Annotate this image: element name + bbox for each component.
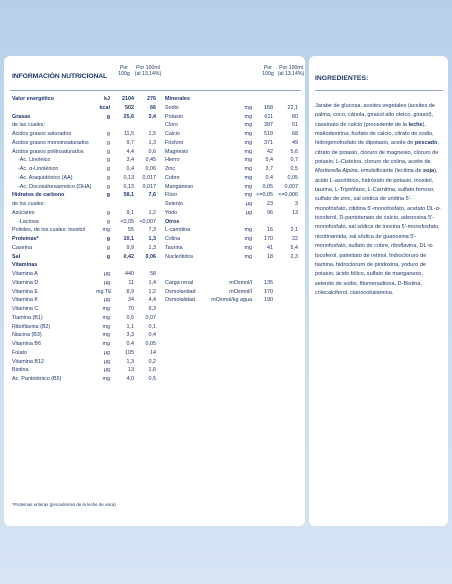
nutrient-unit: g (106, 113, 110, 120)
nutrient-unit: mg (102, 227, 110, 234)
nutrient-row (10, 226, 155, 235)
value-per-100g: 3,4 (126, 157, 134, 164)
value-per-100g: 58,1 (123, 192, 134, 199)
nutrient-unit: g (107, 244, 110, 251)
nutrient-unit: mg (244, 157, 252, 164)
nutrient-row (159, 200, 301, 209)
value-per-100g: 0,4 (126, 341, 134, 347)
protein-footnote: *Proteínas enteras (procedentes de la leche de vaca) (12, 502, 116, 507)
value-per-100g: 0,4 (126, 166, 134, 172)
value-per-100g: 11,5 (123, 131, 134, 137)
nutrient-name: Ac. Pantoténico (B5) (12, 376, 62, 382)
nutrient-unit: mg (244, 253, 252, 260)
value-per-100g: 135 (263, 279, 273, 286)
nutrient-unit: mg (244, 174, 252, 181)
nutrient-row (10, 104, 155, 113)
nutrient-name: Cloro (164, 122, 178, 129)
nutrient-unit: mg TE (96, 288, 112, 295)
nutrient-unit: mg (244, 166, 252, 172)
nutrient-row (159, 226, 301, 235)
nutrient-row (159, 95, 301, 104)
nutrient-row (10, 200, 155, 209)
nutrient-unit: g (107, 166, 110, 172)
nutrient-name: Grasas (12, 113, 31, 120)
value-per-100g: 55 (128, 227, 134, 234)
nutrition-header (10, 62, 305, 91)
value-per-100ml: 1,3 (148, 244, 156, 251)
value-per-100ml: 0,017 (142, 174, 156, 181)
value-per-100g: 0,42 (123, 253, 134, 260)
value-per-100ml: <0,007 (139, 218, 156, 225)
value-per-100g: 1,1 (126, 323, 134, 330)
nutrient-name: Vitaminas (12, 262, 38, 269)
value-per-100ml: 0,45 (145, 157, 156, 164)
ingredient-text-segment: , emulsificante (lecitina de (357, 168, 424, 175)
nutrient-column-right (159, 95, 301, 384)
nutrient-unit: kJ (104, 96, 110, 102)
nutrient-row (159, 104, 301, 113)
nutrient-row (10, 366, 155, 375)
value-per-100g: 11 (128, 279, 134, 286)
value-per-100ml: 2,1 (290, 227, 298, 234)
nutrient-row (10, 95, 155, 104)
value-per-100g: 519 (263, 131, 273, 137)
value-per-100g: 41 (266, 244, 273, 251)
allergen-highlight: pescado (414, 140, 438, 147)
nutrient-name: -Ac. Docosahexaenoico (DHA) (18, 183, 92, 190)
value-per-100g: 105 (125, 349, 134, 356)
nutrient-unit: g (107, 183, 110, 190)
ingredient-text-segment: Jarabe de glucosa, aceites vegetales (aceites de palma, coco, cánola, girasol alto oleico, girasol), caseinato de calcio (procedente de la (315, 103, 435, 128)
nutrient-row (10, 191, 155, 200)
value-per-100g: 2104 (122, 96, 134, 102)
nutrient-name: Ácidos grasos saturados (12, 131, 72, 137)
allergen-highlight: soja (423, 168, 435, 175)
value-per-100ml: 0,7 (290, 157, 298, 164)
header-line: Por (263, 65, 273, 71)
nutrient-row (10, 375, 155, 384)
nutrient-row (159, 288, 301, 297)
nutrient-row (10, 174, 155, 183)
nutrient-name: Vitamina B12 (12, 358, 44, 365)
nutrient-name: Caseína (12, 244, 33, 251)
nutrient-row (159, 244, 301, 253)
value-per-100ml: 1,2 (148, 209, 156, 216)
nutrient-unit: mg (244, 244, 252, 251)
nutrition-title: INFORMACIÓN NUTRICIONAL (12, 73, 108, 80)
value-per-100ml: <=0,006 (278, 192, 298, 199)
nutrient-row (159, 156, 301, 165)
value-per-100ml: 0,07 (145, 314, 156, 321)
value-per-100ml: 0,4 (148, 332, 156, 339)
nutrient-unit: µg (103, 279, 110, 286)
nutrient-unit: mOsmol/l (229, 288, 252, 295)
value-per-100g: 371 (263, 139, 273, 146)
nutrient-row (159, 296, 301, 305)
nutrient-unit: mg (102, 376, 110, 382)
nutrient-name: Fósforo (164, 139, 184, 146)
value-per-100g: 4,0 (126, 376, 134, 382)
nutrient-name: Minerales (164, 96, 190, 102)
nutrient-row (10, 235, 155, 244)
col-per-100ml-header-left (133, 65, 163, 77)
col-per-100g-header-left (113, 65, 135, 77)
nutrient-name: Magnesio (164, 148, 189, 155)
nutrient-unit: g (107, 218, 110, 225)
nutrient-row (10, 340, 155, 349)
nutrient-name: Polioles, de los cuales: inositol (12, 227, 86, 234)
nutrient-name: -Ac. Linoleico (18, 157, 51, 164)
value-per-100g: 190 (263, 297, 273, 304)
nutrient-unit: mg (102, 341, 110, 347)
value-per-100ml: 4,4 (148, 297, 156, 304)
nutrient-unit: µg (103, 349, 110, 356)
value-per-100ml: 0,1 (148, 323, 156, 330)
value-per-100ml: 58 (150, 271, 156, 277)
nutrient-name: Yodo (164, 209, 178, 216)
value-per-100ml: 22,1 (287, 104, 298, 111)
value-per-100ml: 1,6 (148, 367, 156, 374)
allergen-highlight: leche (408, 121, 423, 128)
nutrient-row (10, 113, 155, 122)
nutrient-unit: g (107, 157, 110, 164)
nutrient-row (159, 253, 301, 262)
nutrient-name: Calcio (164, 131, 180, 137)
value-per-100ml: 0,05 (287, 174, 298, 181)
nutrient-unit: mg (244, 183, 252, 190)
nutrient-name: Ácidos grasos poliinsaturados (12, 148, 84, 155)
nutrient-unit: g (106, 192, 110, 199)
value-per-100g: 168 (263, 104, 273, 111)
nutrient-name: de los cuales: (12, 201, 45, 207)
nutrient-unit: mg (102, 306, 110, 312)
value-per-100g: 0,4 (265, 174, 273, 181)
value-per-100g: 3,3 (126, 332, 134, 339)
value-per-100g: 42 (266, 148, 273, 155)
value-per-100ml: 0,06 (145, 253, 156, 260)
ingredient-text-segment: ), ácido L-ascórbico, hidróxido de potasio, inositol, taurina, L-Triptófano, L-Carnitina, sulfato ferroso, sulfato de zinc, sal sódica de uridina 5'-monofosfato, citidina 5'-monofosfato, acetato DL-α-tocoferol, D-pantotenato de calcio, adenosina 5'-monofosfato, sal sódica de inosina 5'-monofosfato, nicotinamida, sal sódica de guanosina 5'-monofosfato, sulfato de cobre, riboflavina, DL-α-tocoferol, palmitato de retinol, hidrocloruro de tiamina, hidrocloruro de piridoxina, yoduro de potasio, ácido fólico, sulfato de manganeso, selenito de sodio, fitomenadiona, D-Biotina, colecalciferol, cianocobalamina. (315, 168, 441, 296)
value-per-100ml: 0,017 (142, 183, 156, 190)
nutrient-row (10, 183, 155, 192)
nutrient-name: Vitamina B6 (12, 341, 41, 347)
header-line: Por 100ml (279, 65, 303, 71)
nutrient-name: Folato (12, 349, 27, 356)
value-per-100g: 0,13 (123, 183, 134, 190)
ingredient-text-segment: , citrato de potasio, cloruro de magnesio, cloruro de potasio, L-Cisteína, cloruro de colina, aceite de (315, 140, 439, 166)
nutrient-name: -Lactosa (18, 218, 39, 225)
value-per-100g: 0,13 (123, 174, 134, 181)
nutrient-unit: g (107, 148, 110, 155)
nutrient-column-left (10, 95, 155, 384)
nutrient-name: Osmolalidad (164, 297, 195, 304)
nutrient-row (159, 183, 301, 192)
nutrient-unit: g (107, 209, 110, 216)
value-per-100ml: 22 (291, 236, 298, 242)
nutrient-unit: kcal (99, 104, 110, 111)
ingredient-text-segment: Mortierella Alpina (315, 168, 358, 175)
ingredients-text (315, 102, 443, 298)
header-line: (al 13,14%) (277, 71, 305, 78)
nutrient-row (159, 165, 301, 174)
nutrient-name: Ácidos grasos monoinsaturados (12, 139, 89, 146)
value-per-100g: 9,1 (126, 209, 134, 216)
nutrient-name: L-carnitina (164, 227, 191, 234)
header-line: Por 100ml (136, 65, 160, 71)
value-per-100g: 9,9 (126, 244, 134, 251)
nutrient-name: Hierro (164, 157, 180, 164)
nutrient-unit: g (106, 253, 110, 260)
nutrient-row (10, 279, 155, 288)
nutrient-row (10, 130, 155, 139)
value-per-100ml: 0,05 (145, 341, 156, 347)
value-per-100ml: 5,4 (290, 244, 298, 251)
value-per-100g: 0,5 (126, 314, 134, 321)
header-line: Por (119, 65, 129, 71)
nutrient-row (159, 218, 301, 227)
value-per-100g: 440 (125, 271, 134, 277)
nutrient-name: de las cuales: (12, 122, 45, 129)
nutrient-name: Riboflavina (B2) (12, 323, 51, 330)
nutrient-row (159, 209, 301, 218)
value-per-100ml: 49 (291, 139, 298, 146)
value-per-100ml: 51 (291, 122, 298, 129)
nutrient-unit: mg (244, 192, 252, 199)
nutrient-name: Flúor (164, 192, 178, 199)
nutrient-row (159, 139, 301, 148)
value-per-100g: <0,05 (120, 218, 134, 225)
value-per-100g: 9,7 (126, 139, 134, 146)
nutrient-name: Nucleótidos (164, 253, 194, 260)
nutrient-name: Cobre (164, 174, 180, 181)
value-per-100ml: 0,2 (148, 358, 156, 365)
nutrient-name: Niacina (B3) (12, 332, 42, 339)
nutrient-unit: g (107, 174, 110, 181)
nutrient-name: Valor energético (12, 96, 54, 102)
nutrient-row (10, 288, 155, 297)
nutrient-unit: mOsmol/l (229, 279, 252, 286)
nutrient-row (10, 314, 155, 323)
nutrient-row (10, 165, 155, 174)
nutrient-name: Proteínas* (12, 236, 39, 242)
nutrient-row (10, 270, 155, 279)
nutrient-row (10, 358, 155, 367)
value-per-100ml: 80 (291, 113, 298, 120)
nutrient-unit: mOsmol/kg agua (211, 297, 252, 304)
value-per-100ml: 276 (147, 96, 156, 102)
nutrient-unit: µg (103, 358, 110, 365)
value-per-100ml: 68 (291, 131, 298, 137)
value-per-100ml: 3 (294, 201, 298, 207)
value-per-100g: 23 (266, 201, 273, 207)
nutrient-name: Vitamina E (12, 288, 38, 295)
nutrient-row (10, 209, 155, 218)
nutrient-unit: mg (102, 314, 110, 321)
nutrient-row (159, 279, 301, 288)
nutrient-unit: mg (244, 113, 252, 120)
nutrient-unit: mg (244, 148, 252, 155)
col-per-100g-header-right (258, 65, 278, 77)
nutrient-row (10, 156, 155, 165)
nutrient-row (10, 139, 155, 148)
value-per-100ml: 7,3 (148, 227, 156, 234)
value-per-100g: 96 (266, 209, 273, 216)
value-per-100g: 25,6 (123, 113, 134, 120)
nutrient-unit: mg (102, 323, 110, 330)
value-per-100ml: 0,007 (284, 183, 298, 190)
value-per-100ml: 5,6 (290, 148, 298, 155)
nutrient-row (159, 148, 301, 157)
value-per-100ml: 1,4 (148, 279, 156, 286)
nutrient-name: Carga renal (164, 279, 194, 286)
value-per-100g: 387 (263, 122, 273, 129)
nutrient-row (10, 121, 155, 130)
nutrient-row (159, 191, 301, 200)
nutrient-name: -Ac. α-Linolénico (18, 166, 59, 172)
nutrient-name: Vitamina D (12, 279, 39, 286)
value-per-100g: 3,7 (265, 166, 273, 172)
nutrient-name: Biotina (12, 367, 29, 374)
nutrient-name: Vitamina A (12, 271, 38, 277)
ingredients-title: INGREDIENTES: (315, 75, 369, 82)
nutrient-row (10, 296, 155, 305)
nutrient-row (10, 331, 155, 340)
nutrient-unit: µg (245, 209, 252, 216)
nutrient-row (10, 305, 155, 314)
value-per-100g: 13 (128, 367, 134, 374)
value-per-100ml: 3,4 (148, 113, 156, 120)
nutrient-unit: mg (244, 104, 252, 111)
value-per-100g: 0,05 (262, 183, 273, 190)
nutrient-unit: mg (244, 139, 252, 146)
nutrient-unit: g (107, 139, 110, 146)
nutrient-unit: µg (103, 271, 110, 277)
value-per-100g: 70 (128, 306, 134, 312)
value-per-100g: 170 (263, 236, 273, 242)
nutrient-unit: mg (102, 332, 110, 339)
value-per-100g: 10,1 (123, 236, 134, 242)
value-per-100ml: 0,6 (148, 148, 156, 155)
nutrient-name: Zinc (164, 166, 176, 172)
nutrient-unit: µg (103, 367, 110, 374)
nutrient-name: Potasio (164, 113, 183, 120)
nutrient-unit: g (107, 131, 110, 137)
value-per-100g: 34 (128, 297, 134, 304)
nutrient-name: Azúcares (12, 209, 35, 216)
value-per-100ml: 14 (150, 349, 156, 356)
value-per-100ml: 1,3 (148, 139, 156, 146)
nutrient-unit: mg (244, 131, 252, 137)
value-per-100g: 8,9 (126, 288, 134, 295)
nutrient-name: Sal (12, 253, 21, 260)
value-per-100g: 16 (266, 227, 273, 234)
nutrient-name: Hidratos de carbono (12, 192, 65, 199)
value-per-100ml: 1,5 (148, 131, 156, 137)
nutrient-row (159, 174, 301, 183)
ingredient-text-segment: ), maltodextrina, fosfato de calcio, citrato de sodio, hidrogenofosfato de dipotasio, aceite de (315, 121, 434, 147)
value-per-100g: 170 (263, 288, 273, 295)
nutrient-name: Selenio (164, 201, 183, 207)
nutrient-name: Osmolaridad (164, 288, 196, 295)
nutrient-name: Colina (164, 236, 181, 242)
value-per-100g: 611 (264, 113, 273, 120)
value-per-100ml: 0,5 (148, 376, 156, 382)
nutrient-row (10, 244, 155, 253)
nutrient-unit: µg (245, 201, 252, 207)
nutrient-row (159, 121, 301, 130)
value-per-100g: 5,4 (265, 157, 273, 164)
nutrient-unit: mg (244, 122, 252, 129)
value-per-100ml: 0,5 (290, 166, 298, 172)
nutrient-name: Taurina (164, 244, 183, 251)
value-per-100g: <=0,05 (256, 192, 273, 199)
nutrient-unit: mg (244, 236, 252, 242)
nutrient-name: -Ac. Araquidónico (AA) (18, 174, 73, 181)
nutrient-row (159, 113, 301, 122)
value-per-100g: 4,4 (126, 148, 134, 155)
nutrient-unit: µg (103, 297, 110, 304)
nutrient-row (10, 148, 155, 157)
nutrient-unit: mg (244, 227, 252, 234)
value-per-100ml: 7,6 (148, 192, 156, 199)
value-per-100ml: 1,3 (148, 236, 156, 242)
nutrient-row (10, 261, 155, 270)
header-line: 100g (262, 71, 274, 78)
nutrient-row (159, 130, 301, 139)
value-per-100ml: 2,3 (290, 253, 298, 260)
nutrient-row (10, 349, 155, 358)
nutrient-row (10, 218, 155, 227)
nutrient-name: Otros (164, 218, 180, 225)
ingredients-panel (309, 56, 448, 526)
nutrient-name: Vitamina K (12, 297, 38, 304)
header-line: 100g (118, 71, 130, 78)
nutrient-name: Tiamina (B1) (12, 314, 43, 321)
header-line: (al 13,14%) (134, 71, 162, 78)
value-per-100g: 1,3 (126, 358, 134, 365)
nutrient-unit: g (106, 236, 110, 242)
col-per-100ml-header-right (276, 65, 306, 77)
nutrient-name: Sodio (164, 104, 179, 111)
value-per-100ml: 66 (150, 104, 156, 111)
nutrient-row (159, 235, 301, 244)
value-per-100ml: 9,3 (148, 306, 156, 312)
value-per-100ml: 0,06 (145, 166, 156, 172)
nutrient-row (10, 253, 155, 262)
nutrient-name: Manganeso (164, 183, 194, 190)
value-per-100g: 502 (125, 104, 134, 111)
value-per-100ml: 13 (291, 209, 298, 216)
value-per-100ml: 1,2 (148, 288, 156, 295)
ingredients-header (315, 62, 443, 91)
nutrient-row (10, 323, 155, 332)
value-per-100g: 18 (266, 253, 273, 260)
nutrition-panel (4, 56, 305, 526)
nutrient-name: Vitamina C (12, 306, 39, 312)
